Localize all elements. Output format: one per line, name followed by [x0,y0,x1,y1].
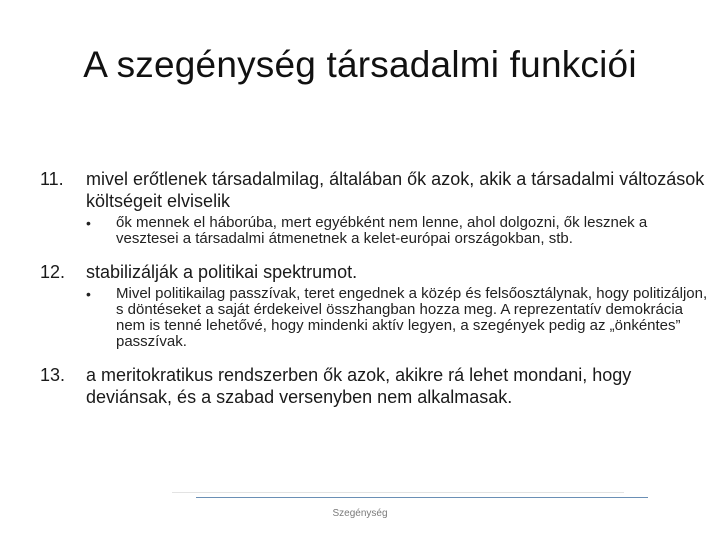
footer-divider-light [172,492,624,493]
footer-divider [196,497,648,498]
slide-title: A szegénység társadalmi funkciói [83,44,637,85]
list-item [40,364,712,408]
sub-bullet [86,286,712,350]
bullet-icon: • [86,215,91,231]
bullet-icon: • [86,286,91,302]
list-item-text: stabilizálják a politikai spektrumot. [86,262,358,282]
sub-bullet-text: Mivel politikailag passzívak, teret engednek a közép és felsőosztálynak, hogy politizáljon, s döntéseket a saját érdekeivel összhangban hozza meg. A reprezentatív demokrácia nem is tenné lehetővé, hogy mindenki aktív legyen, a szegények pedig az „önkéntes” passzívak. [116,285,708,350]
list-item [40,261,712,350]
list-item-number: 13. [40,365,66,385]
numbered-list [40,168,712,408]
list-item-text: a meritokratikus rendszerben ők azok, akikre rá lehet mondani, hogy deviánsak, és a szabad versenyben nem alkalmasak. [86,365,632,407]
footer-text: Szegénység [332,508,388,519]
list-item-number: 12. [40,262,66,282]
sub-bullet-text: ők mennek el háborúba, mert egyébként nem lenne, ahol dolgozni, ők lesznek a vesztesei a társadalmi átmenetnek a kelet-európai országokban, stb. [116,214,648,247]
sub-bullet [86,215,712,247]
list-item-text: mivel erőtlenek társadalmilag, általában ők azok, akik a társadalmi változások költségeit elviselik [86,169,705,211]
list-item-number: 11. [40,169,64,189]
list-item [40,168,712,247]
